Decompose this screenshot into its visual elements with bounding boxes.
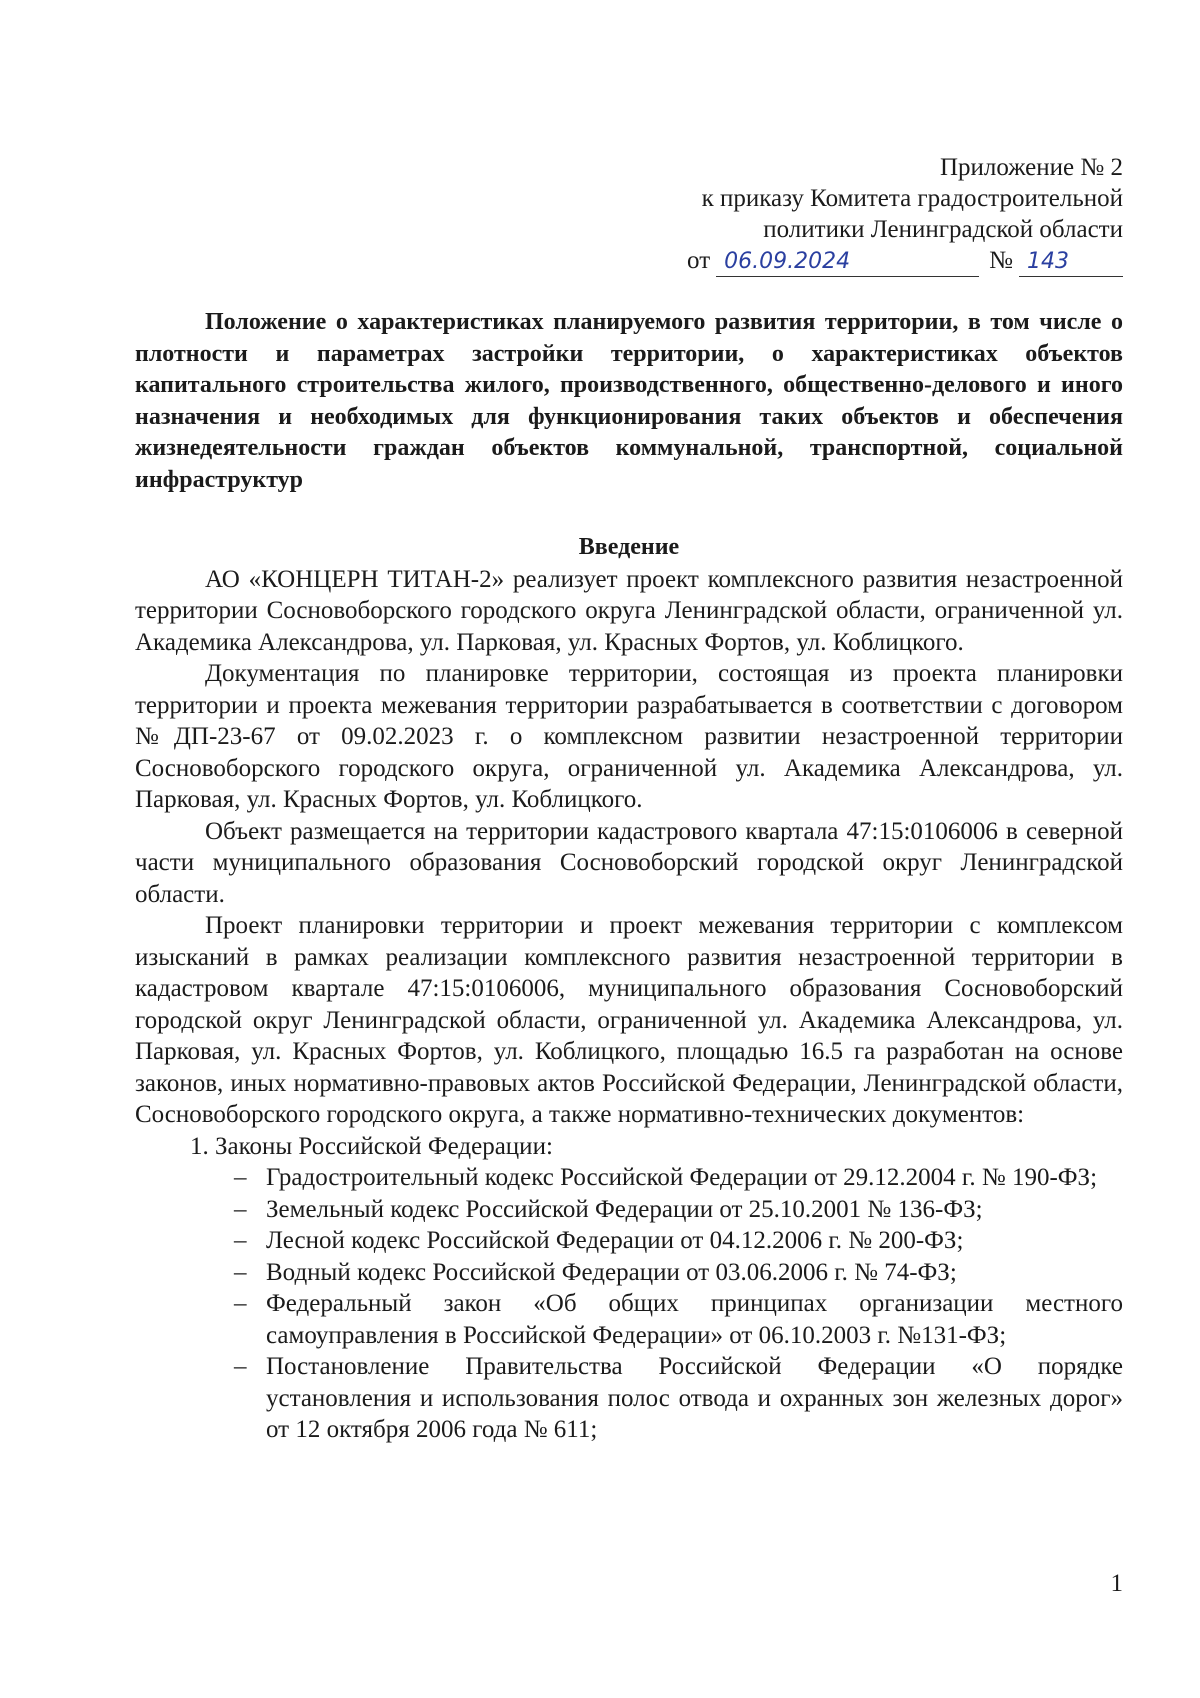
list-item [234, 1257, 1123, 1289]
document-title [135, 307, 1123, 496]
list-item-text: Федеральный закон «Об общих принципах организации местного самоуправления в Российской Федерации» от 06.10.2003 г. №131-ФЗ; [266, 1290, 1123, 1349]
paragraph: АО «КОНЦЕРН ТИТАН-2» реализует проект комплексного развития незастроенной территории Сосновоборского городского округа Ленинградской области, ограниченной ул. Академика Александрова, ул. Парковая, ул. Красных Фортов, ул. Коблицкого. [135, 565, 1123, 656]
dash-marker: – [234, 1353, 247, 1380]
page-number: 1 [1110, 1570, 1123, 1597]
number-label: № [989, 247, 1013, 274]
section-heading: Введение [578, 534, 680, 560]
handwritten-date: 06.09.2024 [716, 249, 979, 277]
list-item-text: Земельный кодекс Российской Федерации от 25.10.2001 № 136-ФЗ; [266, 1195, 983, 1223]
document-title-text: Положение о характеристиках планируемого развития территории, в том числе о плотности и параметрах застройки территории, о характеристиках объектов капитального строительства жилого, производственного, общественно-делового и иного назначения и необходимых для функционирования таких объектов и обеспечения жизнедеятельности граждан объектов коммунальной, транспортной, социальной инфраструктур [135, 309, 1123, 493]
committee-name: политики Ленинградской области [763, 216, 1123, 243]
handwritten-number: 143 [1019, 249, 1123, 277]
dash-marker: – [234, 1227, 247, 1254]
dash-marker: – [234, 1164, 247, 1191]
paragraph: Документация по планировке территории, состоящая из проекта планировки территории и проекта межевания территории разрабатывается в соответствии с договором №ДП-23-67 от 09.02.2023 г. о комплексном развитии незастроенной территории Сосновоборского городского округа, ограниченной ул. Академика Александрова, ул. Парковая, ул. Красных Фортов, ул. Коблицкого. [135, 660, 1123, 813]
list-item-text: Лесной кодекс Российской Федерации от 04.12.2006 г. № 200-ФЗ; [266, 1227, 964, 1254]
list-item-text: Водный кодекс Российской Федерации от 03.06.2006 г. № 74-ФЗ; [266, 1258, 957, 1286]
list-item [234, 1225, 1123, 1257]
dash-marker: – [234, 1258, 247, 1286]
list-item [234, 1351, 1123, 1446]
appendix-number: Приложение № 2 [939, 154, 1123, 181]
from-label: от [687, 247, 711, 274]
order-date-number [603, 245, 1123, 277]
list-item [234, 1194, 1123, 1226]
dash-marker: – [234, 1195, 247, 1223]
dash-marker: – [234, 1290, 247, 1317]
order-reference: к приказу Комитета градостроительной [701, 185, 1123, 212]
list-item-text: Постановление Правительства Российской Федерации «О порядке установления и использования полос отвода и охранных зон железных дорог» от 12 октября 2006 года № 611; [266, 1353, 1123, 1443]
list-item [234, 1162, 1123, 1194]
appendix-header [603, 152, 1123, 277]
list-title: 1. Законы Российской Федерации: [190, 1132, 553, 1160]
paragraph: Проект планировки территории и проект межевания территории с комплексом изысканий в рамках реализации комплексного развития незастроенной территории в кадастровом квартале 47:15:0106006, муниципального образования Сосновоборский городской округ Ленинградской области, ограниченной ул. Академика Александрова, ул. Парковая, ул. Красных Фортов, ул. Коблицкого, площадью 16.5 га разработан на основе законов, иных нормативно-правовых актов Российской Федерации, Ленинградской области, Сосновоборского городского округа, а также нормативно-технических документов: [135, 912, 1123, 1128]
laws-list [135, 1162, 1123, 1446]
document-body [135, 532, 1123, 1446]
paragraph: Объект размещается на территории кадастрового квартала 47:15:0106006 в северной части муниципального образования Сосновоборский городской округ Ленинградской области. [135, 817, 1123, 908]
list-item [234, 1288, 1123, 1351]
list-item-text: Градостроительный кодекс Российской Федерации от 29.12.2004 г. № 190-ФЗ; [266, 1164, 1098, 1191]
